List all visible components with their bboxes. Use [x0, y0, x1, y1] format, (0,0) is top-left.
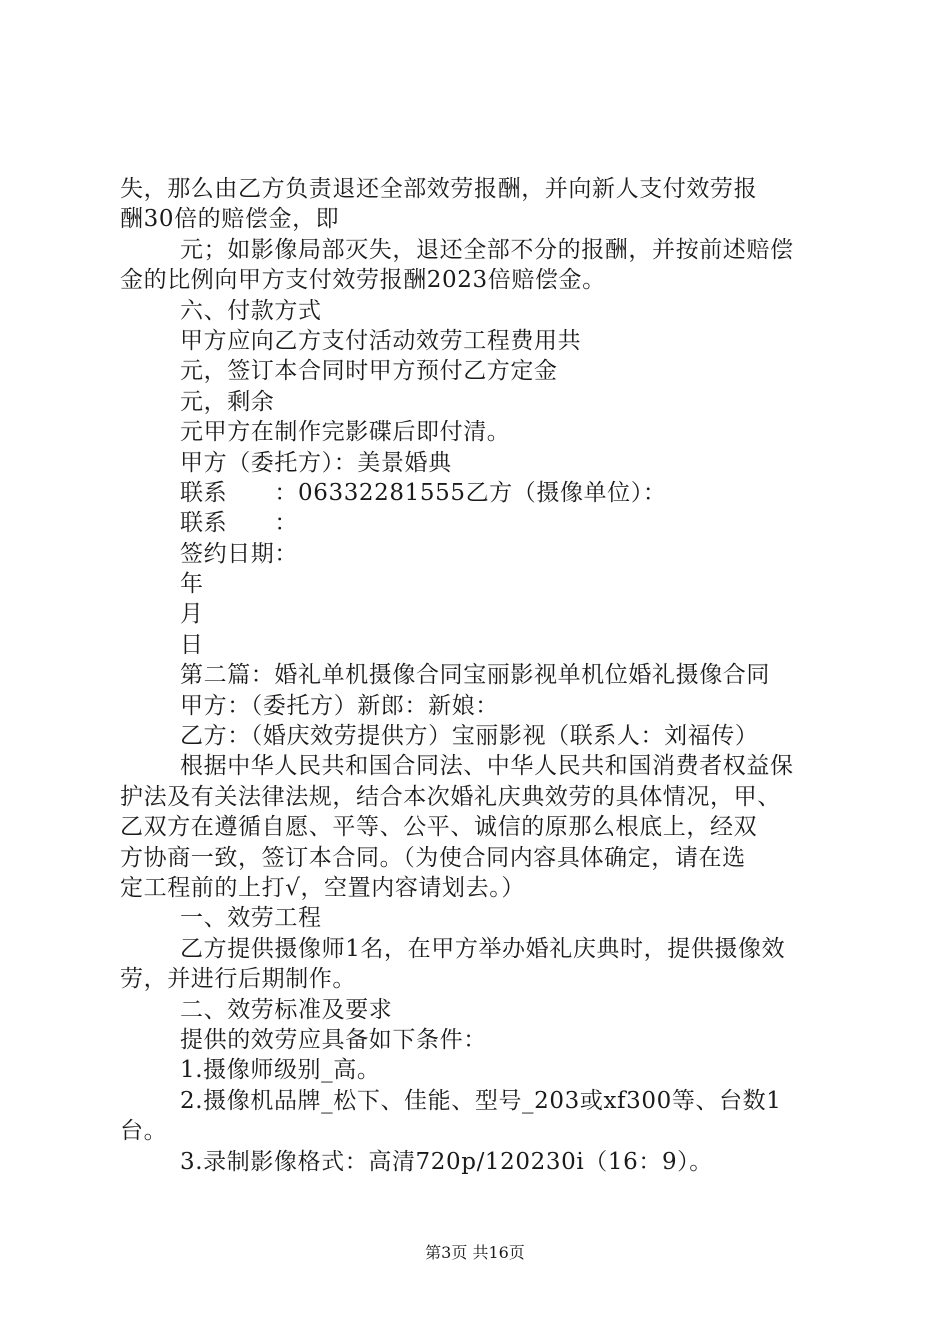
text-line: 签约日期： — [180, 540, 298, 567]
text-line: 一、效劳工程 — [180, 905, 322, 932]
text-line: 3.录制影像格式：高清720p/120230i（16：9）。 — [180, 1148, 713, 1175]
text-line: 联系 ： — [180, 510, 298, 537]
text-line: 2.摄像机品牌_松下、佳能、型号_203或xf300等、台数1 — [180, 1087, 782, 1114]
text-line: 失，那么由乙方负责退还全部效劳报酬，并向新人支付效劳报 — [120, 176, 758, 202]
text-line: 乙双方在遵循自愿、平等、公平、诚信的原那么根底上，经双 — [120, 814, 758, 841]
text-line: 年 — [180, 571, 204, 598]
text-line: 甲方（委托方）：美景婚典 — [180, 449, 452, 476]
text-line: 甲方：（委托方）新郎：新娘： — [180, 692, 499, 719]
text-line: 元甲方在制作完影碟后即付清。 — [180, 419, 511, 446]
text-line: 月 — [180, 601, 204, 628]
page-footer: 第3页 共16页 — [425, 1243, 525, 1262]
text-line: 台。 — [120, 1118, 168, 1145]
text-line: 联系 ：06332281555乙方（摄像单位）： — [180, 479, 667, 506]
text-line: 六、付款方式 — [180, 297, 322, 324]
text-line: 元；如影像局部灭失，退还全部不分的报酬，并按前述赔偿 — [180, 236, 794, 263]
text-line: 方协商一致，签订本合同。（为使合同内容具体确定，请在选 — [120, 844, 746, 871]
text-line: 日 — [180, 631, 204, 658]
text-line: 二、效劳标准及要求 — [180, 996, 393, 1023]
text-line: 1.摄像师级别_高。 — [180, 1057, 381, 1084]
text-line: 根据中华人民共和国合同法、中华人民共和国消费者权益保 — [180, 753, 794, 780]
document-body — [120, 174, 840, 1177]
text-line: 提供的效劳应具备如下条件： — [180, 1026, 487, 1053]
text-line: 酬30倍的赔偿金，即 — [120, 206, 340, 233]
text-line: 乙方提供摄像师1名，在甲方举办婚礼庆典时，提供摄像效 — [180, 935, 786, 962]
text-line: 甲方应向乙方支付活动效劳工程费用共 — [180, 327, 582, 354]
text-line: 乙方：（婚庆效劳提供方）宝丽影视（联系人：刘福传） — [180, 723, 759, 750]
text-line: 定工程前的上打√，空置内容请划去。） — [120, 874, 525, 901]
text-line: 元，剩余 — [180, 388, 275, 415]
text-line: 元，签订本合同时甲方预付乙方定金 — [180, 358, 558, 385]
text-line: 劳，并进行后期制作。 — [120, 966, 356, 993]
text-line: 护法及有关法律法规，结合本次婚礼庆典效劳的具体情况，甲、 — [120, 783, 781, 810]
text-line: 第二篇：婚礼单机摄像合同宝丽影视单机位婚礼摄像合同 — [180, 662, 770, 689]
text-line: 金的比例向甲方支付效劳报酬2023倍赔偿金。 — [120, 267, 606, 294]
